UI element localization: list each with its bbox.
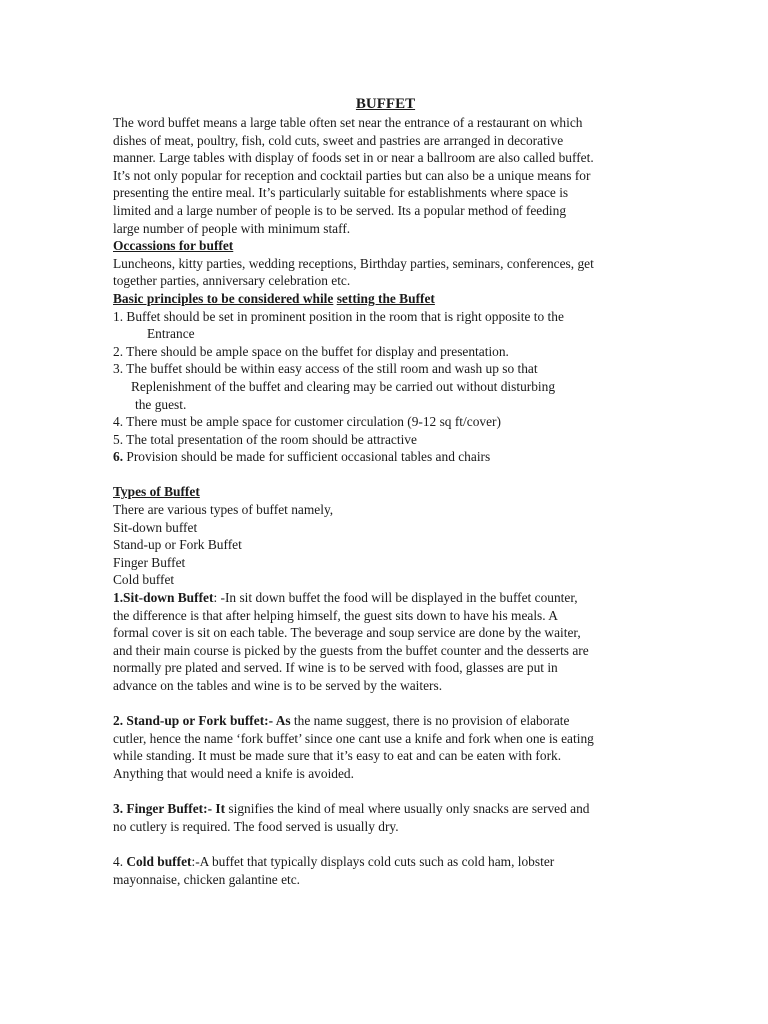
principle-item: 2. There should be ample space on the buffet for display and presentation.: [113, 343, 509, 359]
standup-line: Anything that would need a knife is avoided.: [113, 765, 354, 781]
standup-line: cutler, hence the name ‘fork buffet’ since one cant use a knife and fork when one is eating: [113, 730, 594, 746]
standup-label: 2. Stand-up or Fork buffet:- As: [113, 713, 291, 729]
occasions-line: Luncheons, kitty parties, wedding receptions, Birthday parties, seminars, conferences, get: [113, 255, 594, 271]
types-list-item: Sit-down buffet: [113, 519, 198, 535]
types-list-item: Cold buffet: [113, 572, 175, 588]
spacer: [113, 835, 658, 853]
principles-heading-part-a: Basic principles to be considered while: [113, 290, 334, 306]
sitdown-label: 1.Sit-down Buffet: [113, 590, 214, 606]
spacer: [113, 466, 658, 484]
occasions-line: together parties, anniversary celebration etc.: [113, 273, 351, 289]
principles-heading-part-b: setting the Buffet: [336, 290, 435, 306]
principle-item-continuation: Entrance: [147, 326, 195, 342]
spacer: [113, 783, 658, 801]
principle-item-number: 6.: [113, 449, 124, 465]
spacer: [113, 695, 658, 713]
sitdown-line: the difference is that after helping himself, the guest sits down to have his meals. A: [113, 607, 558, 623]
principle-item: 1. Buffet should be set in prominent position in the room that is right opposite to the: [113, 308, 564, 324]
principle-item: [113, 448, 658, 466]
cold-line: mayonnaise, chicken galantine etc.: [113, 871, 301, 887]
standup-first-line: [113, 712, 658, 730]
intro-line: dishes of meat, poultry, fish, cold cuts, sweet and pastries are arranged in decorative: [113, 132, 564, 148]
types-list-item: Stand-up or Fork Buffet: [113, 537, 242, 553]
types-intro: There are various types of buffet namely,: [113, 502, 334, 518]
standup-line: while standing. It must be made sure that it’s easy to eat and can be eaten with fork.: [113, 748, 562, 764]
intro-line: It’s not only popular for reception and cocktail parties but can also be a unique means for: [113, 167, 591, 183]
cold-label: Cold buffet: [126, 853, 192, 869]
finger-label: 3. Finger Buffet:- It: [113, 801, 226, 817]
sitdown-line: formal cover is sit on each table. The beverage and soup service are done by the waiter,: [113, 625, 581, 641]
intro-line: manner. Large tables with display of foods set in or near a ballroom are also called buffet.: [113, 150, 594, 166]
document-page: [113, 94, 658, 888]
standup-text: the name suggest, there is no provision of elaborate: [290, 713, 570, 729]
principle-item-text: Provision should be made for sufficient occasional tables and chairs: [123, 449, 491, 465]
principle-item-continuation: the guest.: [135, 396, 187, 412]
principle-item: 5. The total presentation of the room should be attractive: [113, 431, 417, 447]
cold-text: :-A buffet that typically displays cold cuts such as cold ham, lobster: [191, 853, 555, 869]
intro-line: presenting the entire meal. It’s particularly suitable for establishments where space is: [113, 185, 569, 201]
sitdown-first-line: [113, 589, 658, 607]
finger-first-line: [113, 800, 658, 818]
principle-item: 4. There must be ample space for customer circulation (9-12 sq ft/cover): [113, 414, 501, 430]
principle-item-continuation: Replenishment of the buffet and clearing may be carried out without disturbing: [131, 378, 556, 394]
sitdown-line: normally pre plated and served. If wine is to be served with food, glasses are put in: [113, 660, 558, 676]
principle-item: 3. The buffet should be within easy access of the still room and wash up so that: [113, 361, 538, 377]
cold-first-line: [113, 853, 658, 871]
finger-line: no cutlery is required. The food served is usually dry.: [113, 818, 399, 834]
document-title: BUFFET: [355, 96, 416, 112]
intro-line: The word buffet means a large table often set near the entrance of a restaurant on which: [113, 115, 583, 130]
principles-heading: [113, 290, 658, 308]
types-heading: Types of Buffet: [113, 484, 200, 500]
sitdown-line: advance on the tables and wine is to be served by the waiters.: [113, 678, 443, 693]
intro-paragraph: [113, 114, 658, 237]
intro-line: limited and a large number of people is to be served. Its a popular method of feeding: [113, 202, 567, 218]
occasions-heading: Occassions for buffet: [113, 238, 234, 254]
sitdown-line: and their main course is picked by the guests from the buffet counter and the desserts are: [113, 642, 589, 658]
intro-line: large number of people with minimum staff.: [113, 220, 351, 236]
sitdown-text: : -In sit down buffet the food will be displayed in the buffet counter,: [213, 590, 578, 606]
finger-text: signifies the kind of meal where usually only snacks are served and: [225, 801, 590, 817]
types-list-item: Finger Buffet: [113, 554, 186, 570]
cold-number: 4.: [113, 853, 127, 869]
